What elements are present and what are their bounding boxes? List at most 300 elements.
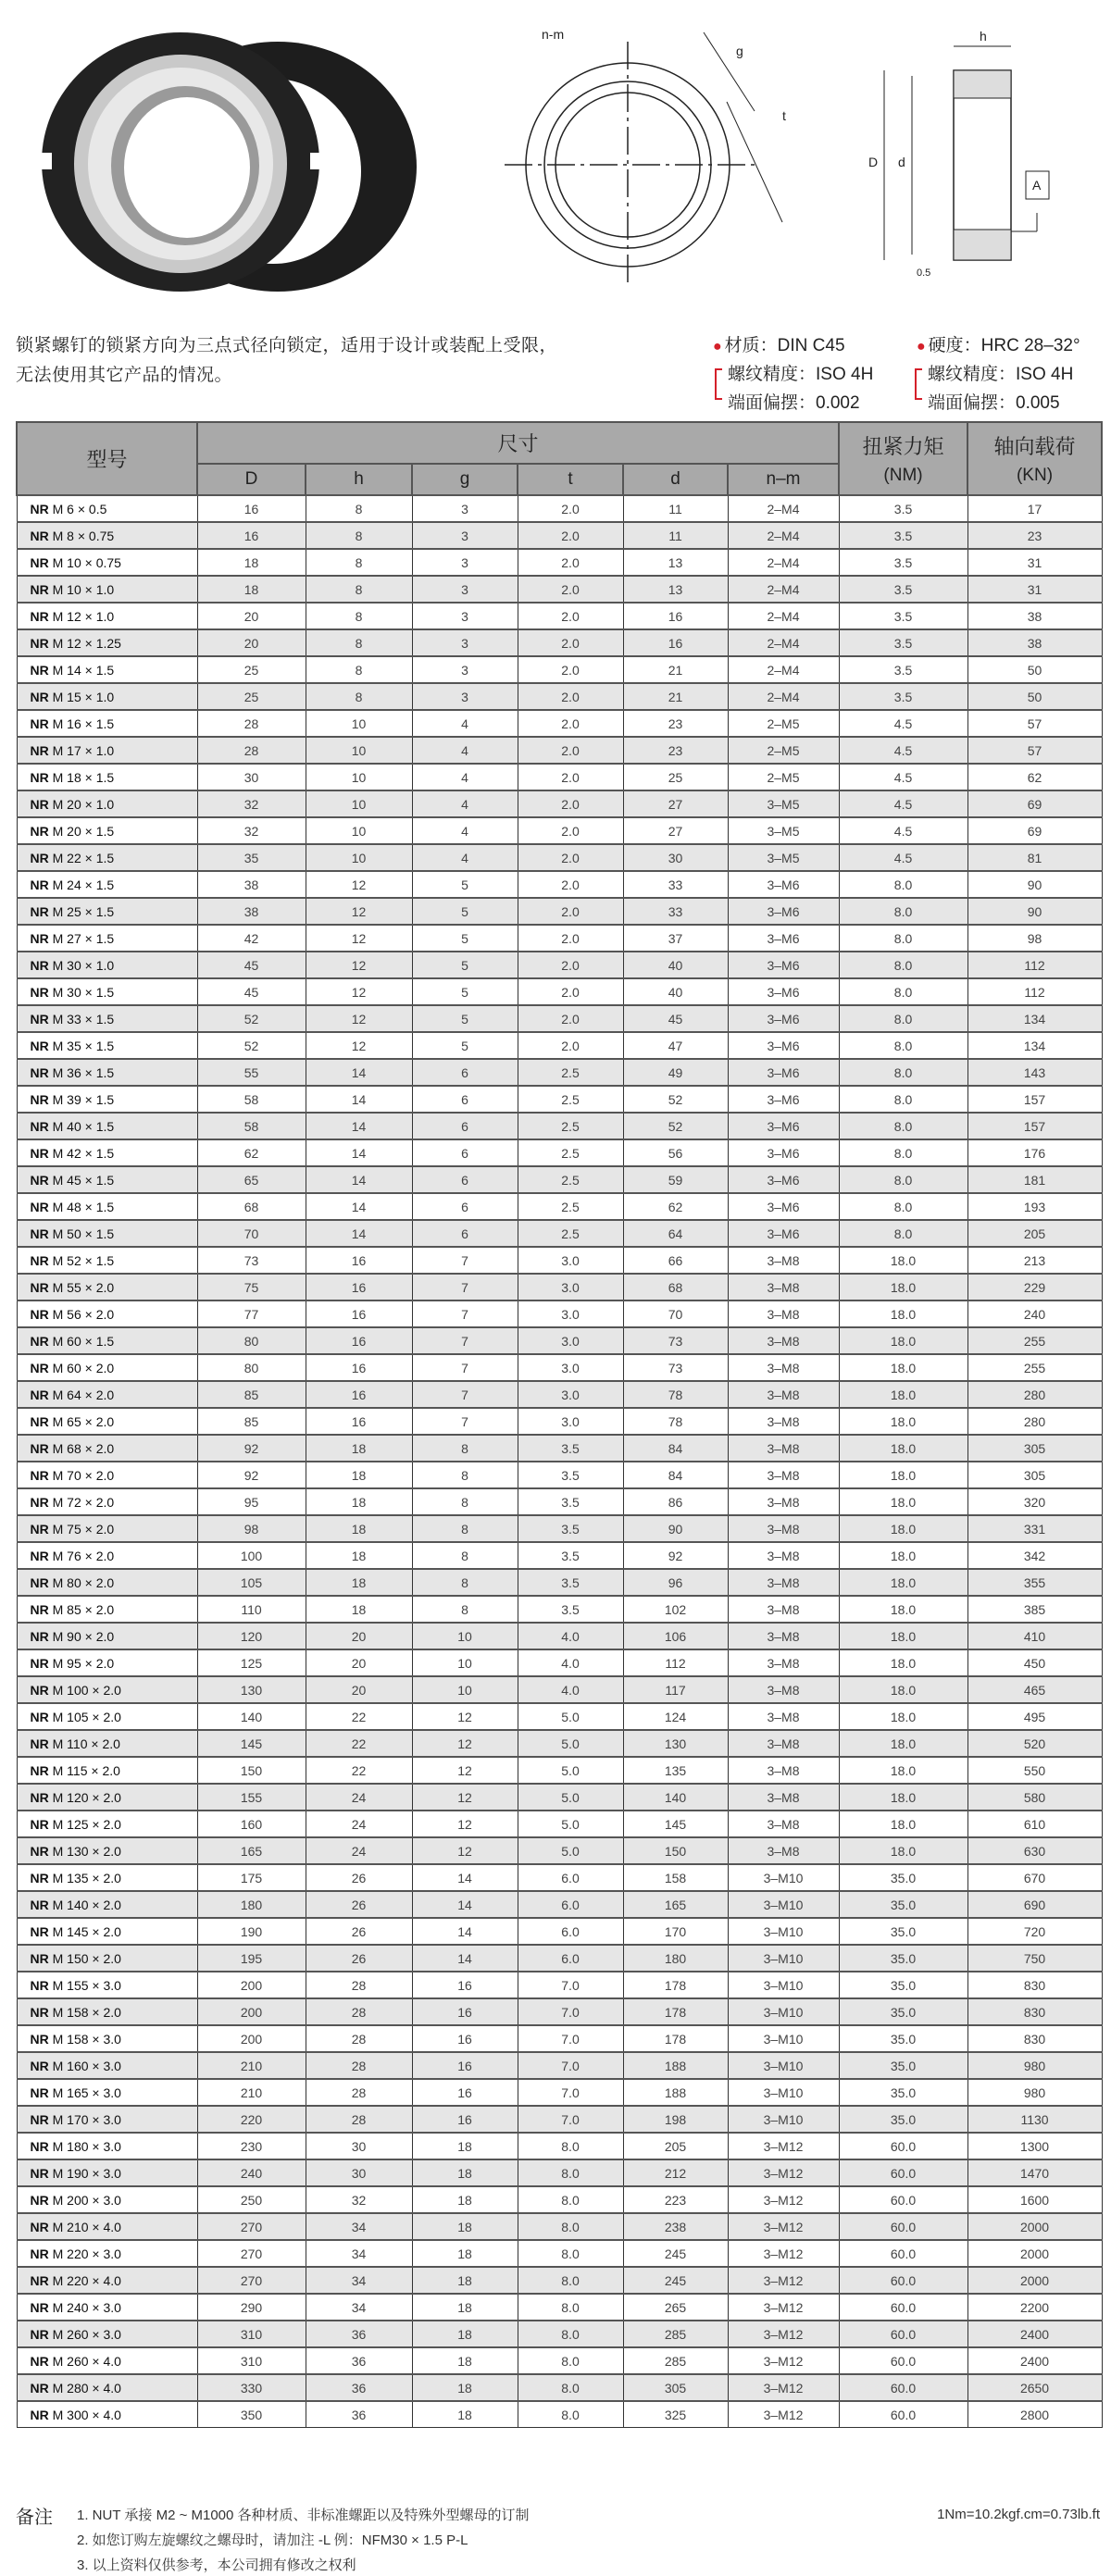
cell-n-m: 3–M6 bbox=[728, 871, 839, 898]
cell-torque: 3.5 bbox=[839, 683, 967, 710]
cell-t: 2.5 bbox=[518, 1166, 623, 1193]
cell-h: 28 bbox=[306, 2079, 412, 2106]
cell-t: 3.5 bbox=[518, 1462, 623, 1488]
cell-model: NR M 33 × 1.5 bbox=[17, 1005, 197, 1032]
cell-g: 3 bbox=[412, 549, 518, 576]
cell-load: 255 bbox=[967, 1354, 1102, 1381]
cell-D: 200 bbox=[197, 1998, 306, 2025]
cell-n-m: 3–M8 bbox=[728, 1837, 839, 1864]
cell-load: 280 bbox=[967, 1408, 1102, 1435]
cell-load: 31 bbox=[967, 549, 1102, 576]
spec-thread-left: 螺纹精度：ISO 4H bbox=[728, 365, 874, 384]
cell-d: 13 bbox=[623, 549, 728, 576]
cell-d: 212 bbox=[623, 2159, 728, 2186]
cell-t: 3.5 bbox=[518, 1542, 623, 1569]
cell-t: 3.0 bbox=[518, 1247, 623, 1274]
cell-t: 2.0 bbox=[518, 737, 623, 764]
cell-h: 18 bbox=[306, 1569, 412, 1596]
cell-load: 38 bbox=[967, 603, 1102, 629]
cell-h: 20 bbox=[306, 1623, 412, 1649]
cell-t: 2.5 bbox=[518, 1139, 623, 1166]
cell-d: 140 bbox=[623, 1784, 728, 1811]
cell-n-m: 3–M8 bbox=[728, 1408, 839, 1435]
cell-t: 3.0 bbox=[518, 1354, 623, 1381]
table-row bbox=[17, 2106, 1102, 2133]
cell-D: 310 bbox=[197, 2347, 306, 2374]
cell-g: 18 bbox=[412, 2240, 518, 2267]
table-row bbox=[17, 603, 1102, 629]
table-row bbox=[17, 2294, 1102, 2321]
cell-D: 18 bbox=[197, 549, 306, 576]
cell-torque: 18.0 bbox=[839, 1515, 967, 1542]
cell-t: 2.0 bbox=[518, 1005, 623, 1032]
cell-model: NR M 60 × 2.0 bbox=[17, 1354, 197, 1381]
cell-h: 18 bbox=[306, 1462, 412, 1488]
cell-D: 85 bbox=[197, 1381, 306, 1408]
cell-d: 135 bbox=[623, 1757, 728, 1784]
cell-load: 2000 bbox=[967, 2213, 1102, 2240]
cell-load: 69 bbox=[967, 790, 1102, 817]
cell-n-m: 3–M12 bbox=[728, 2133, 839, 2159]
cell-model: NR M 24 × 1.5 bbox=[17, 871, 197, 898]
cell-h: 24 bbox=[306, 1811, 412, 1837]
cell-model: NR M 48 × 1.5 bbox=[17, 1193, 197, 1220]
table-row bbox=[17, 978, 1102, 1005]
cell-h: 14 bbox=[306, 1059, 412, 1086]
cell-d: 16 bbox=[623, 629, 728, 656]
table-row bbox=[17, 1730, 1102, 1757]
cell-torque: 8.0 bbox=[839, 1059, 967, 1086]
cell-g: 12 bbox=[412, 1811, 518, 1837]
note-2: 2. 如您订购左旋螺纹之螺母时，请加注 -L 例：NFM30 × 1.5 P-L bbox=[77, 2532, 468, 2548]
cell-g: 5 bbox=[412, 1032, 518, 1059]
cell-n-m: 3–M6 bbox=[728, 978, 839, 1005]
cell-model: NR M 27 × 1.5 bbox=[17, 925, 197, 952]
cell-model: NR M 8 × 0.75 bbox=[17, 522, 197, 549]
cell-n-m: 3–M10 bbox=[728, 2025, 839, 2052]
cell-D: 200 bbox=[197, 1972, 306, 1998]
cell-torque: 18.0 bbox=[839, 1837, 967, 1864]
cell-g: 16 bbox=[412, 1998, 518, 2025]
cell-D: 105 bbox=[197, 1569, 306, 1596]
cell-D: 30 bbox=[197, 764, 306, 790]
cell-t: 2.0 bbox=[518, 576, 623, 603]
table-row bbox=[17, 1435, 1102, 1462]
cell-g: 3 bbox=[412, 656, 518, 683]
cell-D: 70 bbox=[197, 1220, 306, 1247]
subheader-h: h bbox=[306, 464, 412, 495]
cell-model: NR M 64 × 2.0 bbox=[17, 1381, 197, 1408]
cell-d: 30 bbox=[623, 844, 728, 871]
cell-model: NR M 260 × 3.0 bbox=[17, 2321, 197, 2347]
cell-D: 58 bbox=[197, 1086, 306, 1113]
cell-g: 8 bbox=[412, 1596, 518, 1623]
cell-torque: 4.5 bbox=[839, 710, 967, 737]
cell-n-m: 3–M6 bbox=[728, 1139, 839, 1166]
cell-n-m: 3–M10 bbox=[728, 1945, 839, 1972]
cell-D: 77 bbox=[197, 1300, 306, 1327]
cell-t: 2.0 bbox=[518, 710, 623, 737]
cell-t: 7.0 bbox=[518, 2106, 623, 2133]
cell-t: 3.0 bbox=[518, 1300, 623, 1327]
cell-d: 64 bbox=[623, 1220, 728, 1247]
cell-torque: 18.0 bbox=[839, 1488, 967, 1515]
subheader-t: t bbox=[518, 464, 623, 495]
cell-h: 12 bbox=[306, 1032, 412, 1059]
cell-t: 6.0 bbox=[518, 1891, 623, 1918]
cell-g: 7 bbox=[412, 1274, 518, 1300]
cell-load: 50 bbox=[967, 656, 1102, 683]
cell-g: 7 bbox=[412, 1381, 518, 1408]
table-row bbox=[17, 2079, 1102, 2106]
cell-model: NR M 110 × 2.0 bbox=[17, 1730, 197, 1757]
table-row bbox=[17, 1569, 1102, 1596]
cell-torque: 8.0 bbox=[839, 871, 967, 898]
cell-t: 2.0 bbox=[518, 656, 623, 683]
spec-table bbox=[16, 421, 1103, 2428]
cell-d: 305 bbox=[623, 2374, 728, 2401]
cell-n-m: 3–M6 bbox=[728, 925, 839, 952]
cell-torque: 18.0 bbox=[839, 1623, 967, 1649]
cell-g: 4 bbox=[412, 817, 518, 844]
cell-g: 18 bbox=[412, 2186, 518, 2213]
cell-d: 117 bbox=[623, 1676, 728, 1703]
cell-load: 50 bbox=[967, 683, 1102, 710]
table-row bbox=[17, 1247, 1102, 1274]
cell-h: 8 bbox=[306, 495, 412, 522]
cell-g: 16 bbox=[412, 1972, 518, 1998]
cell-g: 18 bbox=[412, 2321, 518, 2347]
cell-g: 7 bbox=[412, 1354, 518, 1381]
cell-D: 80 bbox=[197, 1354, 306, 1381]
cell-h: 10 bbox=[306, 844, 412, 871]
cell-d: 285 bbox=[623, 2321, 728, 2347]
cell-D: 65 bbox=[197, 1166, 306, 1193]
cell-g: 10 bbox=[412, 1623, 518, 1649]
cell-d: 178 bbox=[623, 1998, 728, 2025]
cell-t: 2.0 bbox=[518, 978, 623, 1005]
cell-D: 28 bbox=[197, 710, 306, 737]
cell-model: NR M 35 × 1.5 bbox=[17, 1032, 197, 1059]
cell-load: 134 bbox=[967, 1032, 1102, 1059]
cell-t: 3.5 bbox=[518, 1569, 623, 1596]
cell-d: 52 bbox=[623, 1086, 728, 1113]
bracket-icon bbox=[715, 368, 722, 400]
cell-h: 20 bbox=[306, 1649, 412, 1676]
cell-n-m: 3–M8 bbox=[728, 1381, 839, 1408]
cell-model: NR M 170 × 3.0 bbox=[17, 2106, 197, 2133]
cell-torque: 18.0 bbox=[839, 1354, 967, 1381]
cell-D: 270 bbox=[197, 2213, 306, 2240]
cell-h: 8 bbox=[306, 656, 412, 683]
cell-n-m: 3–M10 bbox=[728, 1972, 839, 1998]
cell-t: 7.0 bbox=[518, 2052, 623, 2079]
cell-g: 5 bbox=[412, 1005, 518, 1032]
note-3: 3. 以上资料仅供参考，本公司拥有修改之权利 bbox=[77, 2557, 356, 2573]
cell-D: 200 bbox=[197, 2025, 306, 2052]
cell-torque: 18.0 bbox=[839, 1757, 967, 1784]
table-row bbox=[17, 1623, 1102, 1649]
note-1: 1. NUT 承接 M2 ~ M1000 各种材质、非标准螺距以及特殊外型螺母的订制 bbox=[77, 2508, 530, 2523]
cell-h: 16 bbox=[306, 1274, 412, 1300]
cell-load: 331 bbox=[967, 1515, 1102, 1542]
table-row bbox=[17, 1515, 1102, 1542]
cell-n-m: 3–M8 bbox=[728, 1354, 839, 1381]
cell-d: 188 bbox=[623, 2052, 728, 2079]
cell-torque: 60.0 bbox=[839, 2133, 967, 2159]
cell-D: 28 bbox=[197, 737, 306, 764]
cell-h: 16 bbox=[306, 1327, 412, 1354]
spec-runout-right: 端面偏摆：0.005 bbox=[928, 393, 1060, 413]
table-row bbox=[17, 1837, 1102, 1864]
cell-g: 18 bbox=[412, 2267, 518, 2294]
cell-D: 270 bbox=[197, 2240, 306, 2267]
cell-d: 170 bbox=[623, 1918, 728, 1945]
cell-g: 14 bbox=[412, 1891, 518, 1918]
cell-torque: 18.0 bbox=[839, 1703, 967, 1730]
cell-load: 193 bbox=[967, 1193, 1102, 1220]
cell-d: 165 bbox=[623, 1891, 728, 1918]
cell-load: 2000 bbox=[967, 2240, 1102, 2267]
cell-d: 245 bbox=[623, 2240, 728, 2267]
table-row bbox=[17, 1676, 1102, 1703]
cell-d: 86 bbox=[623, 1488, 728, 1515]
cell-torque: 8.0 bbox=[839, 1193, 967, 1220]
cell-D: 140 bbox=[197, 1703, 306, 1730]
cell-load: 465 bbox=[967, 1676, 1102, 1703]
cell-h: 8 bbox=[306, 522, 412, 549]
spec-hardness: ● 硬度：HRC 28–32° bbox=[917, 336, 1080, 355]
cell-g: 7 bbox=[412, 1327, 518, 1354]
cell-d: 112 bbox=[623, 1649, 728, 1676]
label-D: D bbox=[868, 155, 879, 169]
cell-torque: 60.0 bbox=[839, 2267, 967, 2294]
cell-n-m: 3–M10 bbox=[728, 2052, 839, 2079]
cell-model: NR M 85 × 2.0 bbox=[17, 1596, 197, 1623]
cell-model: NR M 20 × 1.5 bbox=[17, 817, 197, 844]
cell-g: 6 bbox=[412, 1113, 518, 1139]
cell-d: 238 bbox=[623, 2213, 728, 2240]
cell-torque: 4.5 bbox=[839, 737, 967, 764]
cell-load: 81 bbox=[967, 844, 1102, 871]
cell-load: 31 bbox=[967, 576, 1102, 603]
cell-t: 8.0 bbox=[518, 2213, 623, 2240]
cell-t: 6.0 bbox=[518, 1864, 623, 1891]
cell-torque: 35.0 bbox=[839, 2106, 967, 2133]
cell-n-m: 3–M6 bbox=[728, 1032, 839, 1059]
cell-t: 6.0 bbox=[518, 1945, 623, 1972]
cell-g: 4 bbox=[412, 790, 518, 817]
cell-n-m: 3–M8 bbox=[728, 1247, 839, 1274]
table-row bbox=[17, 1274, 1102, 1300]
cell-d: 52 bbox=[623, 1113, 728, 1139]
cell-D: 95 bbox=[197, 1488, 306, 1515]
table-row bbox=[17, 1918, 1102, 1945]
label-offset: 0.5 bbox=[917, 268, 931, 279]
cell-model: NR M 125 × 2.0 bbox=[17, 1811, 197, 1837]
table-row bbox=[17, 522, 1102, 549]
cell-g: 4 bbox=[412, 844, 518, 871]
cell-D: 190 bbox=[197, 1918, 306, 1945]
cell-torque: 35.0 bbox=[839, 1972, 967, 1998]
cell-d: 150 bbox=[623, 1837, 728, 1864]
cell-d: 265 bbox=[623, 2294, 728, 2321]
cell-g: 3 bbox=[412, 629, 518, 656]
cell-g: 12 bbox=[412, 1784, 518, 1811]
cell-load: 410 bbox=[967, 1623, 1102, 1649]
cell-torque: 8.0 bbox=[839, 1139, 967, 1166]
cell-t: 2.0 bbox=[518, 522, 623, 549]
table-row bbox=[17, 1784, 1102, 1811]
cell-load: 355 bbox=[967, 1569, 1102, 1596]
table-row bbox=[17, 817, 1102, 844]
cell-h: 22 bbox=[306, 1730, 412, 1757]
side-view-diagram bbox=[861, 19, 1074, 287]
cell-d: 62 bbox=[623, 1193, 728, 1220]
cell-model: NR M 60 × 1.5 bbox=[17, 1327, 197, 1354]
cell-torque: 35.0 bbox=[839, 2025, 967, 2052]
cell-D: 120 bbox=[197, 1623, 306, 1649]
cell-d: 47 bbox=[623, 1032, 728, 1059]
cell-D: 175 bbox=[197, 1864, 306, 1891]
cell-t: 8.0 bbox=[518, 2133, 623, 2159]
cell-load: 830 bbox=[967, 2025, 1102, 2052]
cell-model: NR M 12 × 1.25 bbox=[17, 629, 197, 656]
cell-model: NR M 75 × 2.0 bbox=[17, 1515, 197, 1542]
cell-load: 240 bbox=[967, 1300, 1102, 1327]
cell-model: NR M 22 × 1.5 bbox=[17, 844, 197, 871]
cell-g: 6 bbox=[412, 1193, 518, 1220]
cell-torque: 35.0 bbox=[839, 1945, 967, 1972]
cell-t: 3.5 bbox=[518, 1515, 623, 1542]
cell-D: 35 bbox=[197, 844, 306, 871]
cell-t: 7.0 bbox=[518, 1998, 623, 2025]
cell-load: 2400 bbox=[967, 2321, 1102, 2347]
cell-D: 240 bbox=[197, 2159, 306, 2186]
bullet-icon: ● bbox=[917, 339, 926, 355]
cell-n-m: 2–M5 bbox=[728, 764, 839, 790]
table-row bbox=[17, 549, 1102, 576]
cell-model: NR M 200 × 3.0 bbox=[17, 2186, 197, 2213]
cell-torque: 18.0 bbox=[839, 1274, 967, 1300]
cell-torque: 35.0 bbox=[839, 1918, 967, 1945]
cell-g: 18 bbox=[412, 2133, 518, 2159]
cell-model: NR M 15 × 1.0 bbox=[17, 683, 197, 710]
cell-load: 2400 bbox=[967, 2347, 1102, 2374]
table-row bbox=[17, 844, 1102, 871]
cell-d: 223 bbox=[623, 2186, 728, 2213]
cell-load: 213 bbox=[967, 1247, 1102, 1274]
cell-D: 220 bbox=[197, 2106, 306, 2133]
cell-load: 143 bbox=[967, 1059, 1102, 1086]
cell-torque: 8.0 bbox=[839, 1113, 967, 1139]
cell-torque: 18.0 bbox=[839, 1676, 967, 1703]
cell-model: NR M 10 × 1.0 bbox=[17, 576, 197, 603]
header-model: 型号 bbox=[17, 422, 197, 495]
cell-n-m: 3–M12 bbox=[728, 2159, 839, 2186]
cell-D: 58 bbox=[197, 1113, 306, 1139]
cell-t: 3.0 bbox=[518, 1381, 623, 1408]
cell-g: 10 bbox=[412, 1676, 518, 1703]
cell-h: 20 bbox=[306, 1676, 412, 1703]
cell-model: NR M 190 × 3.0 bbox=[17, 2159, 197, 2186]
cell-t: 8.0 bbox=[518, 2240, 623, 2267]
cell-g: 3 bbox=[412, 603, 518, 629]
cell-load: 157 bbox=[967, 1113, 1102, 1139]
spec-material: ● 材质：DIN C45 bbox=[713, 336, 845, 355]
cell-model: NR M 280 × 4.0 bbox=[17, 2374, 197, 2401]
cell-torque: 3.5 bbox=[839, 629, 967, 656]
cell-model: NR M 50 × 1.5 bbox=[17, 1220, 197, 1247]
cell-n-m: 3–M5 bbox=[728, 817, 839, 844]
cell-h: 34 bbox=[306, 2267, 412, 2294]
cell-D: 250 bbox=[197, 2186, 306, 2213]
cell-model: NR M 68 × 2.0 bbox=[17, 1435, 197, 1462]
cell-n-m: 3–M8 bbox=[728, 1623, 839, 1649]
cell-t: 8.0 bbox=[518, 2186, 623, 2213]
subheader-g: g bbox=[412, 464, 518, 495]
cell-torque: 18.0 bbox=[839, 1462, 967, 1488]
cell-load: 255 bbox=[967, 1327, 1102, 1354]
cell-torque: 3.5 bbox=[839, 576, 967, 603]
cell-d: 178 bbox=[623, 1972, 728, 1998]
cell-h: 8 bbox=[306, 683, 412, 710]
cell-d: 145 bbox=[623, 1811, 728, 1837]
cell-n-m: 3–M12 bbox=[728, 2294, 839, 2321]
cell-n-m: 3–M12 bbox=[728, 2186, 839, 2213]
label-nm: n-m bbox=[542, 27, 565, 42]
cell-load: 1130 bbox=[967, 2106, 1102, 2133]
cell-n-m: 3–M6 bbox=[728, 1005, 839, 1032]
cell-model: NR M 6 × 0.5 bbox=[17, 495, 197, 522]
cell-torque: 18.0 bbox=[839, 1596, 967, 1623]
cell-h: 24 bbox=[306, 1837, 412, 1864]
cell-g: 7 bbox=[412, 1300, 518, 1327]
cell-g: 8 bbox=[412, 1488, 518, 1515]
cell-d: 68 bbox=[623, 1274, 728, 1300]
cell-d: 285 bbox=[623, 2347, 728, 2374]
cell-D: 16 bbox=[197, 522, 306, 549]
cell-model: NR M 220 × 4.0 bbox=[17, 2267, 197, 2294]
cell-D: 80 bbox=[197, 1327, 306, 1354]
cell-load: 23 bbox=[967, 522, 1102, 549]
cell-torque: 4.5 bbox=[839, 844, 967, 871]
cell-d: 66 bbox=[623, 1247, 728, 1274]
cell-t: 5.0 bbox=[518, 1811, 623, 1837]
cell-h: 16 bbox=[306, 1300, 412, 1327]
table-row bbox=[17, 2321, 1102, 2347]
cell-torque: 60.0 bbox=[839, 2374, 967, 2401]
cell-model: NR M 12 × 1.0 bbox=[17, 603, 197, 629]
cell-n-m: 3–M12 bbox=[728, 2347, 839, 2374]
table-row bbox=[17, 1649, 1102, 1676]
cell-torque: 3.5 bbox=[839, 656, 967, 683]
cell-n-m: 2–M4 bbox=[728, 683, 839, 710]
cell-t: 4.0 bbox=[518, 1649, 623, 1676]
cell-model: NR M 150 × 2.0 bbox=[17, 1945, 197, 1972]
table-row bbox=[17, 1462, 1102, 1488]
cell-d: 49 bbox=[623, 1059, 728, 1086]
cell-g: 7 bbox=[412, 1408, 518, 1435]
table-row bbox=[17, 2347, 1102, 2374]
cell-d: 245 bbox=[623, 2267, 728, 2294]
table-row bbox=[17, 1113, 1102, 1139]
cell-load: 385 bbox=[967, 1596, 1102, 1623]
cell-h: 18 bbox=[306, 1435, 412, 1462]
table-row bbox=[17, 1300, 1102, 1327]
cell-t: 2.5 bbox=[518, 1113, 623, 1139]
cell-d: 27 bbox=[623, 817, 728, 844]
